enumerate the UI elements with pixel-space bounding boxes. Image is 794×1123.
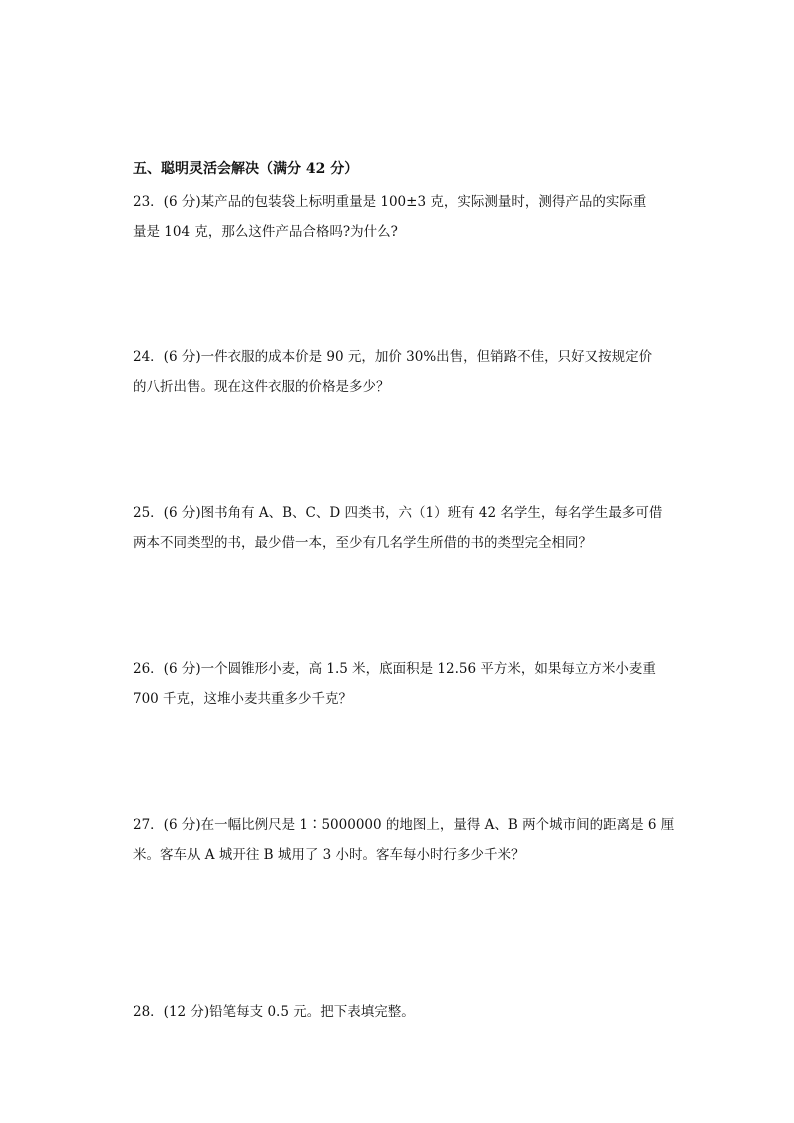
section-title: 五、聪明灵活会解决（满分 42 分） [133,161,359,177]
question-26 [133,654,673,714]
question-line: 700 千克，这堆小麦共重多少千克？ [133,691,353,707]
question-line: 27．(6 分)在一幅比例尺是 1∶5000000 的地图上，量得 A、B 两个城市间的距离是 6 厘 [133,817,675,833]
question-28 [133,997,673,1027]
question-line: 米。客车从 A 城开往 B 城用了 3 小时。客车每小时行多少千米？ [133,847,525,863]
question-line: 量是 104 克，那么这件产品合格吗?为什么? [133,224,398,240]
question-line: 的八折出售。现在这件衣服的价格是多少？ [133,379,390,395]
question-line: 23．(6 分)某产品的包装袋上标明重量是 100±3 克，实际测量时，测得产品的实际重 [133,194,647,210]
question-25 [133,498,673,558]
question-line: 两本不同类型的书，最少借一本，至少有几名学生所借的书的类型完全相同？ [133,535,592,551]
question-27 [133,810,673,870]
question-24 [133,342,673,402]
question-line: 25．(6 分)图书角有 A、B、C、D 四类书，六（1）班有 42 名学生，每名学生最多可借 [133,505,663,521]
question-line: 26．(6 分)一个圆锥形小麦，高 1.5 米，底面积是 12.56 平方米，如果每立方米小麦重 [133,661,656,677]
question-line: 24．(6 分)一件衣服的成本价是 90 元，加价 30%出售，但销路不佳，只好又按规定价 [133,349,653,365]
question-line: 28．(12 分)铅笔每支 0.5 元。把下表填完整。 [133,1004,415,1020]
question-23 [133,187,673,247]
